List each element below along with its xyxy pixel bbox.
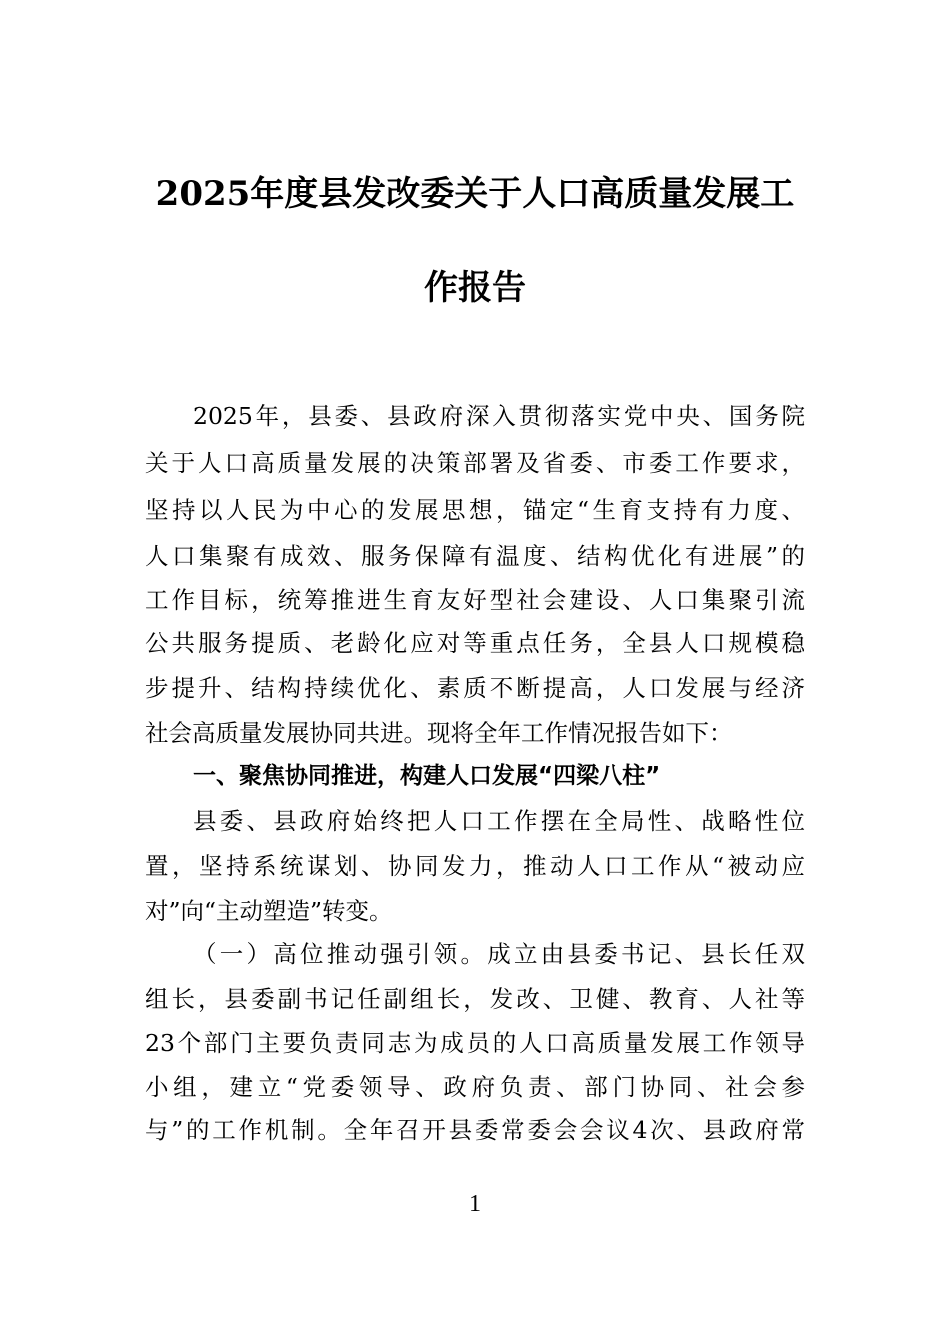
document-title-line-2: 作报告 [424,268,526,308]
document-title-line-1: 2025年度县发改委关于人口高质量发展工 [155,174,795,214]
paragraph-1-line-2: 关于人口高质量发展的决策部署及省委、市委工作要求， [145,449,805,477]
paragraph-1-line-3: 坚持以人民为中心的发展思想，锚定“生育支持有力度、 [145,496,805,524]
paragraph-1-line-6: 公共服务提质、老龄化应对等重点任务，全县人口规模稳 [145,629,805,657]
paragraph-3-line-5: 与”的工作机制。全年召开县委常委会会议4次、县政府常 [145,1116,805,1144]
paragraph-1-line-4: 人口集聚有成效、服务保障有温度、结构优化有进展”的 [145,542,805,570]
paragraph-1-line-1: 2025年，县委、县政府深入贯彻落实党中央、国务院 [193,402,805,430]
page-number: 1 [469,1191,481,1217]
paragraph-2-line-1: 县委、县政府始终把人口工作摆在全局性、战略性位 [193,807,805,835]
paragraph-3-line-4: 小组，建立“党委领导、政府负责、部门协同、社会参 [145,1073,805,1101]
paragraph-1-line-7: 步提升、结构持续优化、素质不断提高，人口发展与经济 [145,674,805,702]
paragraph-3-line-1: （一）高位推动强引领。成立由县委书记、县长任双 [193,940,805,968]
section-1-heading: 一、聚焦协同推进，构建人口发展“四梁八柱” [193,763,661,789]
paragraph-3-line-2: 组长，县委副书记任副组长，发改、卫健、教育、人社等 [145,985,805,1013]
paragraph-1-line-8: 社会高质量发展协同共进。现将全年工作情况报告如下： [145,719,733,747]
paragraph-3-line-3: 23个部门主要负责同志为成员的人口高质量发展工作领导 [145,1029,805,1057]
paragraph-2-line-2: 置，坚持系统谋划、协同发力，推动人口工作从“被动应 [145,852,805,880]
paragraph-1-line-5: 工作目标，统筹推进生育友好型社会建设、人口集聚引流 [145,586,805,614]
paragraph-2-line-3: 对”向“主动塑造”转变。 [145,897,393,925]
